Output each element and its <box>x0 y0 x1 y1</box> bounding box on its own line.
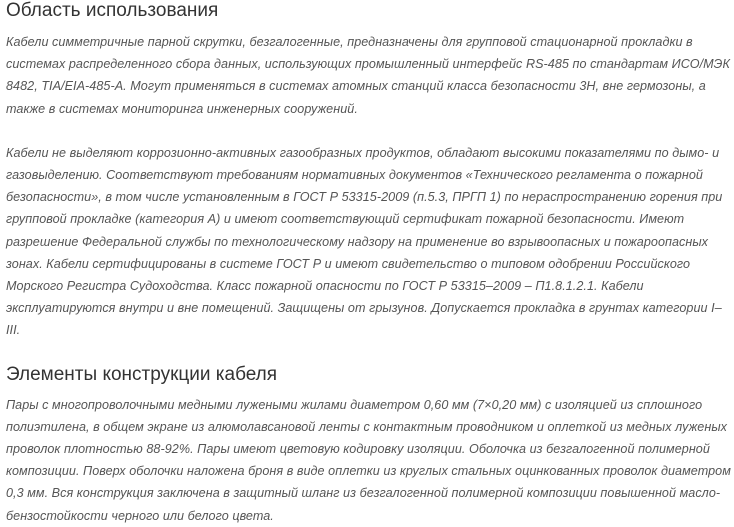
construction-paragraph-1: Пары с многопроволочными медными лужеными жилами диаметром 0,60 мм (7×0,20 мм) с изоляцией из сплошного полиэтилена, в общем экране из алюмолавсановой ленты с контактным проводником и оплеткой из медных луженых проволок плотностью 88-92%. Пары имеют цветовую кодировку изоляции. Оболочка из безгалогенной полимерной композиции. Поверх оболочки наложена броня в виде оплетки из круглых стальных оцинкованных проволок диаметром 0,3 мм. Вся конструкция заключена в защитный шланг из безгалогенной полимерной композиции повышенной масло-бензостойкости черного или белого цвета. <box>6 397 731 523</box>
usage-paragraph-1: Кабели симметричные парной скрутки, безгалогенные, предназначены для групповой стационарной прокладки в системах распределенного сбора данных, использующих промышленный интерфейс RS-485 по стандартам ИСО/МЭК 8482, TIA/EIA-485-A. Могут применяться в системах атомных станций класса безопасности 3Н, вне гермозоны, а также в системах мониторинга инженерных сооружений. <box>6 35 730 116</box>
section-usage <box>6 0 734 342</box>
section-construction <box>6 364 734 527</box>
section-title-construction: Элементы конструкции кабеля <box>6 363 278 385</box>
usage-paragraph-2: Кабели не выделяют коррозионно-активных газообразных продуктов, обладают высокими показателями по дымо- и газовыделению. Соответствуют требованиям нормативных документов «Технического регламента о пожарной безопасности», в том числе установленным в ГОСТ Р 53315-2009 (п.5.3, ПРГП 1) по нераспространению горения при групповой прокладке (категория А) и имеют соответствующий сертификат пожарной безопасности. Имеют разрешение Федеральной службы по технологическому надзору на применение во взрывоопасных и пожароопасных зонах. Кабели сертифицированы в системе ГОСТ Р и имеют свидетельство о типовом одобрении Российского Морского Регистра Судоходства. Класс пожарной опасности по ГОСТ Р 53315–2009 – П1.8.1.2.1. Кабели эксплуатируются внутри и вне помещений. Защищены от грызунов. Допускается прокладка в грунтах категории I–III. <box>6 145 723 338</box>
section-title-usage: Область использования <box>6 0 219 21</box>
